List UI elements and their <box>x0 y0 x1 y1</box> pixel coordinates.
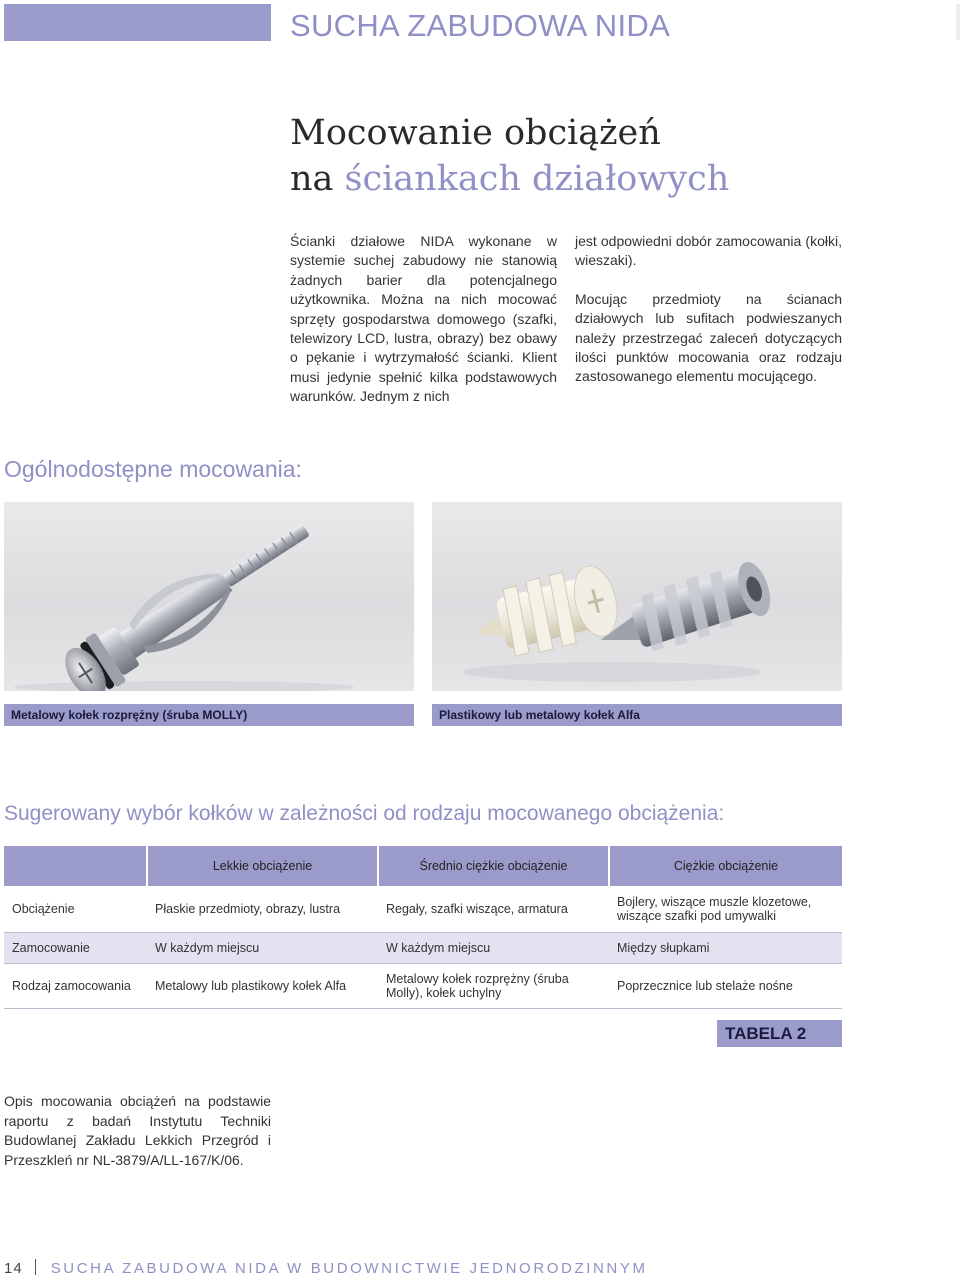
header-edge-mark <box>956 4 960 40</box>
table-row <box>4 933 842 964</box>
table-cell: Poprzecznice lub stelaże nośne <box>609 964 842 1009</box>
fixings-heading: Ogólnodostępne mocowania: <box>4 456 302 482</box>
table-header-row <box>4 846 842 886</box>
header-accent-bar <box>4 4 271 41</box>
article-paragraph: Mocując przedmioty na ścianach działowych lub sufitach podwieszanych należy przestrzegać zaleceń dotyczących ilości punktów mocowania oraz rodzaju zastosowanego elementu mocującego. <box>575 290 842 385</box>
table-tag: TABELA 2 <box>717 1020 842 1047</box>
table-cell: Metalowy kołek rozprężny (śruba Molly), kołek uchylny <box>378 964 609 1009</box>
footer-separator <box>35 1259 36 1275</box>
article-title-prefix: na <box>290 159 345 199</box>
table-row-label: Obciążenie <box>4 886 147 933</box>
page-number: 14 <box>4 1260 23 1277</box>
article-title-accent: ściankach działowych <box>344 159 730 199</box>
table-row <box>4 964 842 1009</box>
running-title: SUCHA ZABUDOWA NIDA W BUDOWNICTWIE JEDNORODZINNYM <box>50 1260 648 1277</box>
table-row-label: Rodzaj zamocowania <box>4 964 147 1009</box>
table-row-label: Zamocowanie <box>4 933 147 964</box>
article-column-2 <box>575 232 842 387</box>
article-column-1 <box>290 232 557 407</box>
table-cell: Płaskie przedmioty, obrazy, lustra <box>147 886 378 933</box>
table-cell: Między słupkami <box>609 933 842 964</box>
load-table <box>4 846 842 1009</box>
article-title <box>290 110 729 202</box>
table-heading: Sugerowany wybór kołków w zależności od rodzaju mocowanego obciążenia: <box>4 802 725 825</box>
table-header-cell: Średnio ciężkie obciążenie <box>378 846 609 886</box>
table-cell: Regały, szafki wiszące, armatura <box>378 886 609 933</box>
alfa-anchor-caption: Plastikowy lub metalowy kołek Alfa <box>432 704 842 726</box>
page-footer <box>4 1259 648 1277</box>
table-header-cell <box>4 846 147 886</box>
table-header-cell: Ciężkie obciążenie <box>609 846 842 886</box>
table-cell: Bojlery, wiszące muszle klozetowe, wiszące szafki pod umywalki <box>609 886 842 933</box>
molly-anchor-photo <box>4 502 414 691</box>
header-title: SUCHA ZABUDOWA NIDA <box>290 8 671 43</box>
table-cell: W każdym miejscu <box>378 933 609 964</box>
article-paragraph: Ścianki działowe NIDA wykonane w systemie suchej zabudowy nie stanowią żadnych barier dla potencjalnego użytkownika. Można na nich mocować sprzęty gospodarstwa domowego (szafki, telewizory LCD, lustra, obrazy) bez obawy o pękanie i wytrzymałość ścianki. Klient musi jedynie spełnić kilka podstawowych warunków. Jednym z nich <box>290 233 557 405</box>
table-cell: Metalowy lub plastikowy kołek Alfa <box>147 964 378 1009</box>
molly-anchor-caption: Metalowy kołek rozprężny (śruba MOLLY) <box>4 704 414 726</box>
table-row <box>4 886 842 933</box>
table-cell: W każdym miejscu <box>147 933 378 964</box>
article-title-line1: Mocowanie obciążeń <box>290 113 661 153</box>
article-title-line2 <box>290 156 729 202</box>
alfa-anchors-photo <box>432 502 842 691</box>
article-paragraph: jest odpowiedni dobór zamocowania (kołki, wieszaki). <box>575 233 842 269</box>
footnote: Opis mocowania obciążeń na podstawie raportu z badań Instytutu Techniki Budowlanej Zakładu Lekkich Przegród i Przeszkleń nr NL-3879/A/LL-167/K/06. <box>4 1093 271 1168</box>
table-header-cell: Lekkie obciążenie <box>147 846 378 886</box>
